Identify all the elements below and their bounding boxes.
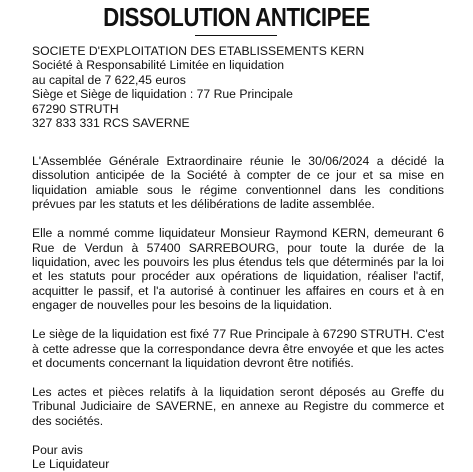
company-legal-form: Société à Responsabilité Limitée en liquidation bbox=[32, 58, 285, 73]
company-address: Siège et Siège de liquidation : 77 Rue Principale bbox=[32, 87, 293, 102]
paragraph-dissolution: L'Assemblée Générale Extraordinaire réunie le 30/06/2024 a décidé la dissolution anticipée de la Société à compter de ce jour et sa mise en liquidation amiable sous le régime conventionnel dans les conditions prévues par les statuts et les délibérations de ladite assemblée. bbox=[32, 154, 444, 212]
company-capital: au capital de 7 622,45 euros bbox=[32, 72, 186, 87]
signoff bbox=[32, 443, 444, 472]
company-postal-city: 67290 STRUTH bbox=[32, 101, 119, 116]
paragraph-liquidator: Elle a nommé comme liquidateur Monsieur Raymond KERN, demeurant 6 Rue de Verdun à 57400 SARREBOURG, pour toute la durée de la liquidation, avec les pouvoirs les plus étendus tels que déterminés par la loi et les statuts pour procéder aux opérations de liquidation, réaliser l'actif, acquitter le passif, et l'a autorisé à continuer les affaires en cours et à en engager de nouvelles pour les besoins de la liquidation. bbox=[32, 226, 444, 313]
signoff-line-1: Pour avis bbox=[32, 442, 83, 457]
notice-title: DISSOLUTION ANTICIPEE bbox=[103, 2, 370, 32]
paragraph-liquidation-seat: Le siège de la liquidation est fixé 77 Rue Principale à 67290 STRUTH. C'est à cette adresse que la correspondance devra être envoyée et que les actes et documents concernant la liquidation devront être notifiés. bbox=[32, 327, 444, 371]
company-header bbox=[32, 44, 462, 130]
company-registration: 327 833 331 RCS SAVERNE bbox=[32, 116, 190, 131]
paragraph-filing: Les actes et pièces relatifs à la liquidation seront déposés au Greffe du Tribunal Judiciaire de SAVERNE, en annexe au Registre du commerce et des sociétés. bbox=[32, 385, 444, 428]
title-divider bbox=[195, 35, 277, 36]
notice-body bbox=[32, 154, 444, 472]
signoff-line-2: Le Liquidateur bbox=[32, 457, 110, 472]
company-name: SOCIETE D'EXPLOITATION DES ETABLISSEMENTS KERN bbox=[32, 44, 365, 58]
